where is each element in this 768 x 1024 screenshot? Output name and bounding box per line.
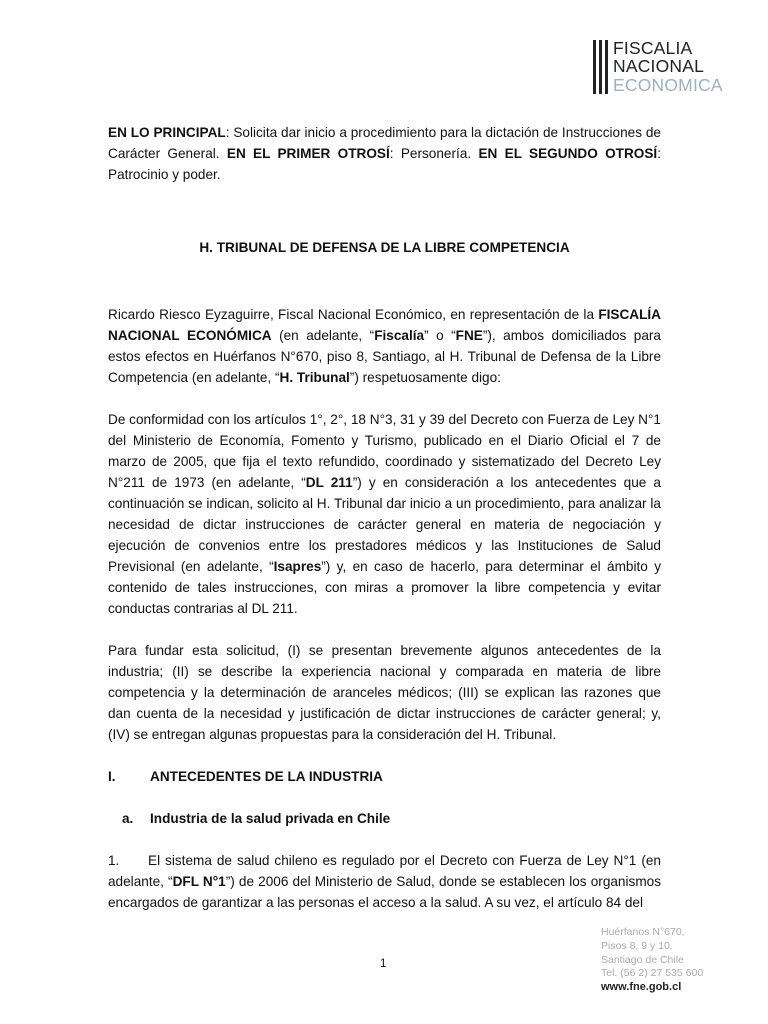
subsection-heading: a. Industria de la salud privada en Chile [122, 811, 391, 826]
document-body [108, 122, 661, 913]
website-link[interactable]: www.fne.gob.cl [601, 981, 682, 994]
numbered-paragraph-1: 1. El sistema de salud chileno es regulado por el Decreto con Fuerza de Ley N°1 (en adelante, “DFL N°1”) de 2006 del Ministerio de Salud, donde se establecen los organismos encargados de garantizar a las personas el acceso a la salud. A su vez, el artículo 84 del [108, 853, 661, 910]
section-heading: I. ANTECEDENTES DE LA INDUSTRIA [108, 769, 383, 784]
page-number: 1 [380, 958, 387, 970]
intro-paragraph: Ricardo Riesco Eyzaguirre, Fiscal Nacional Económico, en representación de la FISCALÍA NACIONAL ECONÓMICA (en adelante, “Fiscalía” o “FNE”), ambos domiciliados para estos efectos en Huérfanos N°670, piso 8, Santiago, al H. Tribunal de Defensa de la Libre Competencia (en adelante, “H. Tribunal”) respetuosamente digo: [108, 307, 661, 385]
fne-logo [593, 38, 743, 98]
logo-line-1: FISCALIA [613, 38, 693, 58]
header-paragraph: EN LO PRINCIPAL: Solicita dar inicio a procedimiento para la dictación de Instrucciones de Carácter General. EN EL PRIMER OTROSÍ: Personería. EN EL SEGUNDO OTROSÍ: Patrocinio y poder. [108, 125, 661, 182]
request-paragraph: De conformidad con los artículos 1°, 2°, 18 N°3, 31 y 39 del Decreto con Fuerza de Ley N°1 del Ministerio de Economía, Fomento y Turismo, publicado en el Diario Oficial el 7 de marzo de 2005, que fija el texto refundido, coordinado y sistematizado del Decreto Ley N°211 de 1973 (en adelante, “DL 211”) y en consideración a los antecedentes que a continuación se indican, solicito al H. Tribunal dar inicio a un procedimiento, para analizar la necesidad de dictar instrucciones de carácter general en materia de negociación y ejecución de convenios entre los prestadores médicos y las Instituciones de Salud Previsional (en adelante, “Isapres”) y, en caso de hacerlo, para determinar el ámbito y contenido de tales instrucciones, con miras a promover la libre competencia y evitar conductas contrarias al DL 211. [108, 412, 661, 616]
footer-address: Huérfanos N°670, Pisos 8, 9 y 10. Santiago de Chile Tel. (56 2) 27 535 600 www.fne.gob.cl [601, 926, 704, 994]
addressee-heading: H. TRIBUNAL DE DEFENSA DE LA LIBRE COMPETENCIA [199, 240, 570, 255]
logo-line-2: NACIONAL [613, 56, 705, 76]
structure-paragraph: Para fundar esta solicitud, (I) se presentan brevemente algunos antecedentes de la industria; (II) se describe la experiencia nacional y comparada en materia de libre competencia y la determinación de aranceles médicos; (III) se explican las razones que dan cuenta de la necesidad y justificación de dictar instrucciones de carácter general; y, (IV) se entregan algunas propuestas para la consideración del H. Tribunal. [108, 643, 661, 742]
logo-line-3: ECONOMICA [613, 75, 723, 95]
